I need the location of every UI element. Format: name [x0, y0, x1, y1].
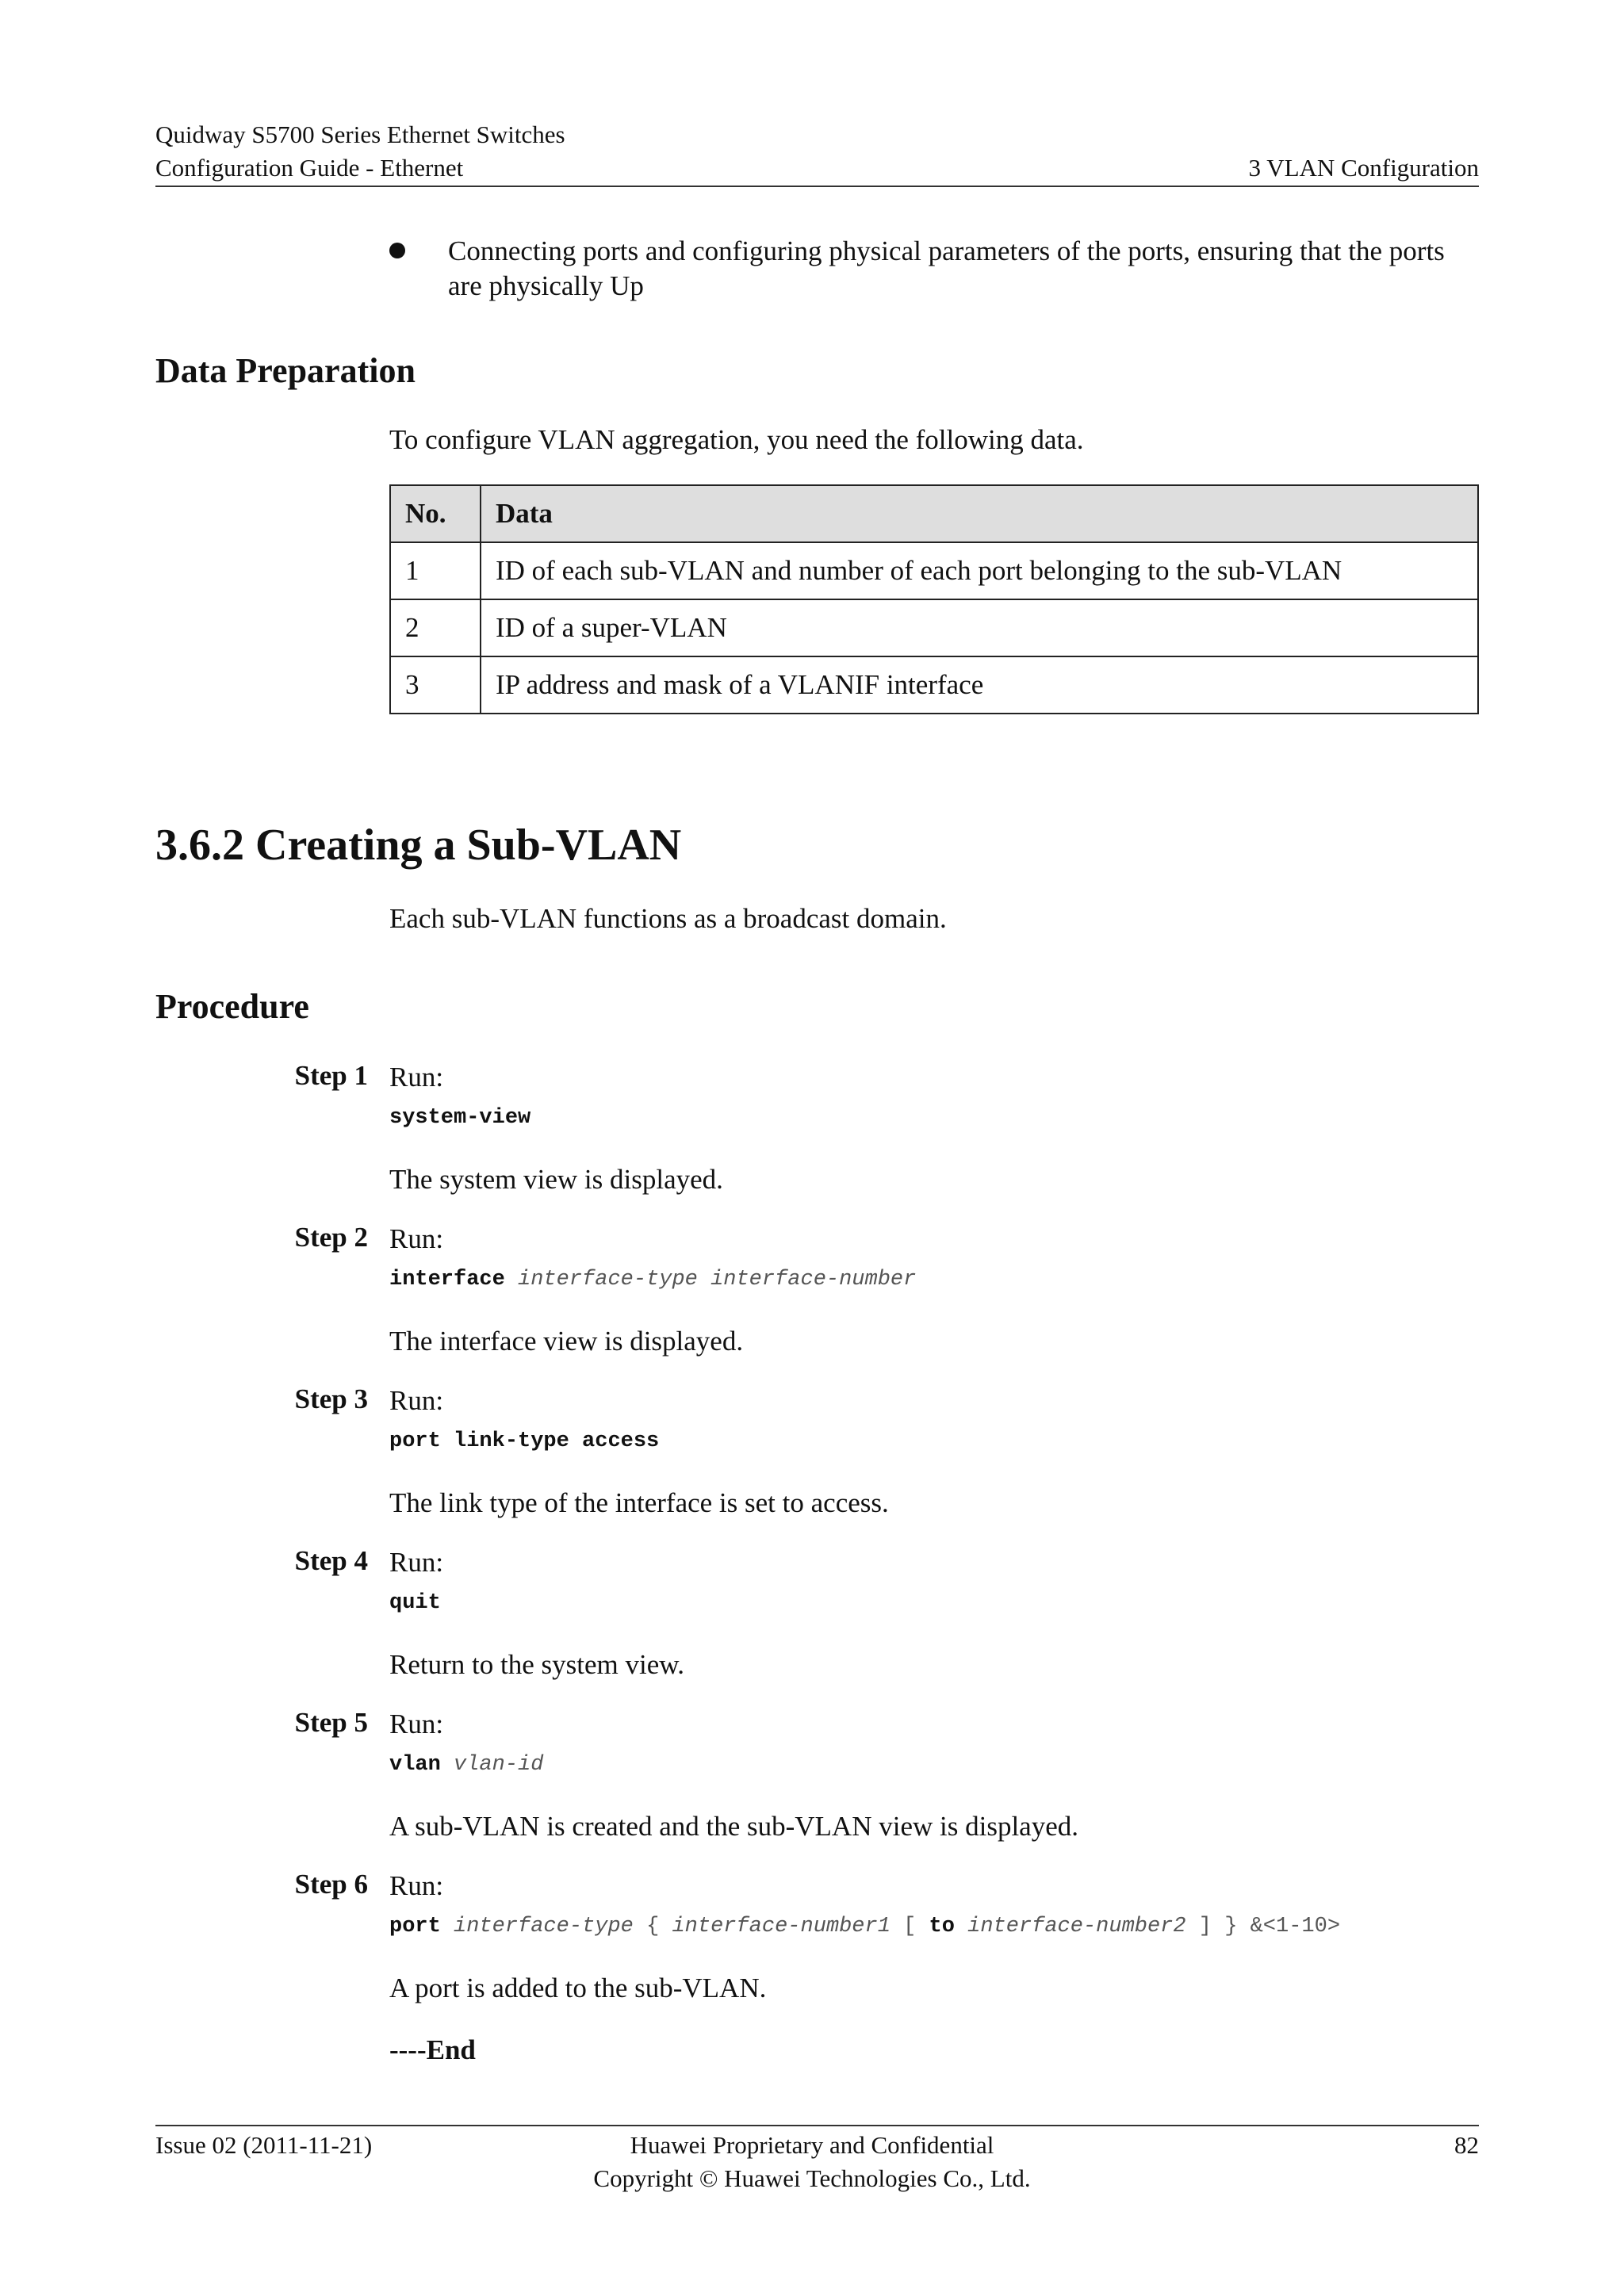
command-symbol: ] } &<1-10> — [1198, 1915, 1341, 1938]
step-label: Step 6 — [294, 1869, 368, 1900]
command-argument: interface-number2 — [967, 1915, 1186, 1938]
step-label: Step 5 — [294, 1707, 368, 1738]
step-command — [389, 1753, 543, 1777]
step-command — [389, 1106, 530, 1130]
table-header-data: Data — [481, 485, 1478, 542]
command-keyword: system-view — [389, 1106, 531, 1130]
command-keyword: quit — [389, 1591, 441, 1615]
step-run-label: Run: — [389, 1385, 444, 1416]
step-label: Step 2 — [294, 1222, 368, 1253]
step-command — [389, 1268, 916, 1292]
bullet-text-line1: Connecting ports and configuring physical parameters of the ports, ensuring that the ports — [448, 235, 1445, 266]
step-result: A sub-VLAN is created and the sub-VLAN view is displayed. — [389, 1811, 1078, 1842]
procedure-end: ----End — [389, 2034, 476, 2065]
command-argument: interface-type interface-number — [518, 1268, 917, 1292]
step-run-label: Run: — [389, 1870, 444, 1901]
table-row — [390, 599, 1478, 656]
footer-copyright: Copyright © Huawei Technologies Co., Ltd. — [593, 2164, 1031, 2192]
table-row — [390, 542, 1478, 599]
section-title: 3.6.2 Creating a Sub-VLAN — [155, 821, 682, 870]
command-argument: interface-number1 — [672, 1915, 891, 1938]
command-keyword: port link-type access — [389, 1429, 660, 1453]
step-run-label: Run: — [389, 1709, 444, 1739]
step-run-label: Run: — [389, 1547, 444, 1578]
step-label: Step 3 — [294, 1383, 368, 1414]
command-keyword: interface — [389, 1268, 505, 1292]
step-label: Step 4 — [294, 1545, 368, 1576]
header-guide: Configuration Guide - Ethernet — [155, 154, 464, 182]
header-chapter: 3 VLAN Configuration — [1248, 154, 1479, 182]
footer-page-number: 82 — [1454, 2131, 1479, 2159]
step-result: The interface view is displayed. — [389, 1326, 744, 1357]
table-cell-no: 3 — [390, 656, 481, 714]
section-intro: Each sub-VLAN functions as a broadcast domain. — [389, 903, 947, 934]
step-result: A port is added to the sub-VLAN. — [389, 1973, 767, 2003]
command-symbol: { — [646, 1915, 660, 1938]
table-header-row — [390, 485, 1478, 542]
procedure-heading: Procedure — [155, 987, 309, 1026]
command-keyword: vlan — [389, 1753, 441, 1777]
step-command — [389, 1429, 659, 1453]
table-cell-data: ID of each sub-VLAN and number of each port belonging to the sub-VLAN — [481, 542, 1478, 599]
data-preparation-heading: Data Preparation — [155, 351, 416, 390]
header-product: Quidway S5700 Series Ethernet Switches — [155, 121, 565, 148]
command-argument: interface-type — [454, 1915, 634, 1938]
data-preparation-intro: To configure VLAN aggregation, you need the following data. — [389, 424, 1084, 455]
data-table — [389, 484, 1479, 714]
table-row — [390, 656, 1478, 714]
bullet-text-line2: are physically Up — [448, 270, 644, 301]
step-command — [389, 1591, 441, 1615]
footer-issue: Issue 02 (2011-11-21) — [155, 2131, 373, 2159]
step-run-label: Run: — [389, 1223, 444, 1254]
step-result: The link type of the interface is set to access. — [389, 1487, 889, 1518]
table-cell-no: 2 — [390, 599, 481, 656]
footer-rule — [155, 2125, 1479, 2126]
table-header-no: No. — [390, 485, 481, 542]
step-result: The system view is displayed. — [389, 1164, 723, 1195]
header-rule — [155, 186, 1479, 187]
table-cell-data: ID of a super-VLAN — [481, 599, 1478, 656]
step-run-label: Run: — [389, 1062, 444, 1093]
step-result: Return to the system view. — [389, 1649, 684, 1680]
command-keyword: port — [389, 1915, 441, 1938]
command-argument: vlan-id — [454, 1753, 544, 1777]
table-cell-data: IP address and mask of a VLANIF interface — [481, 656, 1478, 714]
step-label: Step 1 — [294, 1060, 368, 1091]
step-command — [389, 1915, 1340, 1938]
footer-proprietary: Huawei Proprietary and Confidential — [630, 2131, 994, 2159]
table-cell-no: 1 — [390, 542, 481, 599]
bullet-dot-icon — [389, 243, 405, 258]
command-keyword: to — [929, 1915, 955, 1938]
command-symbol: [ — [903, 1915, 917, 1938]
